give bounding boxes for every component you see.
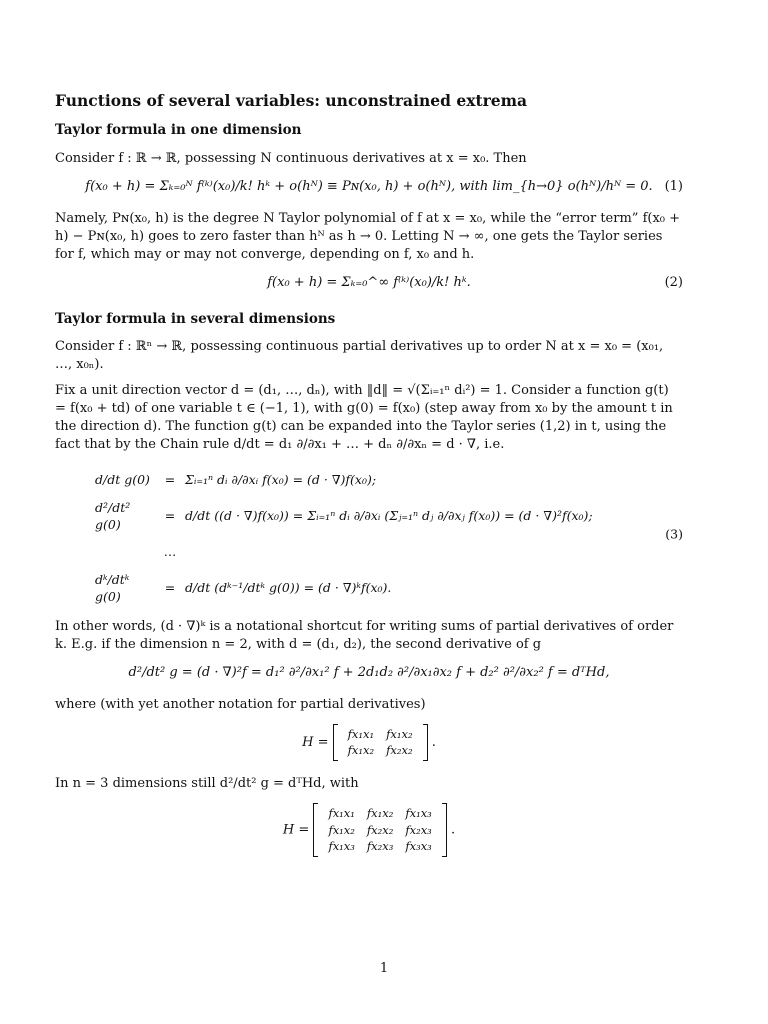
paragraph-three-dimensions: In n = 3 dimensions still d²/dt² g = dᵀHd, with [55, 775, 359, 791]
equation-1-label: (1) [664, 178, 683, 194]
matrix-cell: fx₂x₂ [366, 822, 394, 837]
paragraph-intro-1d: Consider f : ℝ → ℝ, possessing N continuous derivatives at x = x₀. Then [55, 151, 527, 166]
equation-1 [55, 178, 683, 196]
equation-3-label: (3) [665, 526, 683, 542]
equation-3-row-2: d²/dt² g(0) = d/dt ((d · ∇)f(x₀)) = Σᵢ₌₁ⁿ dᵢ ∂/∂xᵢ (Σⱼ₌₁ⁿ dⱼ ∂/∂xⱼ f(x₀)) = (d · ∇)²f(x₀); [95, 498, 683, 534]
equation-1-body: f(x₀ + h) = Σₖ₌₀ᴺ f⁽ᵏ⁾(x₀)/k! hᵏ + o(hᴺ) ≡ Pɴ(x₀, h) + o(hᴺ), with lim_{h→0} o(hᴺ)/hᴺ = 0. [85, 178, 653, 194]
matrix-cell: fx₁x₁ [347, 726, 375, 741]
paragraph-notational-shortcut: In other words, (d · ∇)ᵏ is a notational shortcut for writing sums of partial derivatives of order k. E.g. if the dimension n = 2, with d = (d₁, d₂), the second derivative of g [55, 618, 674, 652]
hessian-3x3-matrix [313, 803, 446, 857]
section-heading-several-dimensions: Taylor formula in several dimensions [55, 310, 336, 327]
equation-4 [55, 664, 683, 682]
matrix-cell: fx₁x₂ [386, 726, 413, 741]
equation-3-row-4-rhs: d/dt (dᵏ⁻¹/dtᵏ g(0)) = (d · ∇)ᵏf(x₀). [185, 580, 392, 596]
equation-2 [55, 274, 683, 292]
matrix-cell: fx₂x₂ [386, 743, 413, 758]
equation-3-row-1: d/dt g(0) = Σᵢ₌₁ⁿ dᵢ ∂/∂xᵢ f(x₀) = (d · ∇)f(x₀); [95, 462, 683, 498]
equation-3-row-1-rhs: Σᵢ₌₁ⁿ dᵢ ∂/∂xᵢ f(x₀) = (d · ∇)f(x₀); [185, 472, 377, 488]
equation-3-row-3-dots: … [163, 544, 177, 560]
section-heading-one-dimension: Taylor formula in one dimension [55, 122, 302, 139]
equation-3-row-3 [95, 534, 683, 570]
hessian-2x2-matrix [333, 724, 428, 761]
matrix-cell: fx₁x₂ [366, 805, 394, 820]
matrix-cell: fx₁x₁ [328, 805, 355, 820]
page-number: 1 [379, 961, 389, 976]
equation-2-label: (2) [664, 274, 683, 290]
hessian-2x2: H = fx₁x₁ fx₁x₂ fx₁x₂ fx₂x₂ . [55, 724, 683, 761]
paragraph-direction-vector: Fix a unit direction vector d = (d₁, …, dₙ), with ‖d‖ = √(Σᵢ₌₁ⁿ dᵢ²) = 1. Consider a function g(t) = f(x₀ + td) of one variable t ∈ (−1, 1), with g(0) = f(x₀) (step away from x₀ by the amount t in the direction d). The function g(t) can be expanded into the Taylor series (1,2) in t, using the fact that by the Chain rule d/dt = d₁ ∂/∂x₁ + … + dₙ ∂/∂xₙ = d · ∇, i.e. [55, 383, 673, 452]
matrix-cell: fx₂x₃ [366, 839, 394, 854]
equation-3-row-1-lhs: d/dt g(0) [95, 472, 150, 488]
hessian-3x3: H = fx₁x₁ fx₁x₂ fx₁x₃ fx₁x₂ fx₂x₂ fx₂x₃ fx₁x₃ fx₂x₃ fx₃x₃ . [55, 803, 683, 857]
equation-3-row-4-lhs: dᵏ/dtᵏ g(0) [95, 571, 130, 604]
hessian-3x3-lhs: H = [282, 822, 310, 838]
equation-2-body: f(x₀ + h) = Σₖ₌₀^∞ f⁽ᵏ⁾(x₀)/k! hᵏ. [267, 274, 471, 290]
paragraph-taylor-polynomial: Namely, Pɴ(x₀, h) is the degree N Taylor polynomial of f at x = x₀, while the “error term” f(x₀ + h) − Pɴ(x₀, h) goes to zero faster than hᴺ as h → 0. Letting N → ∞, one gets the Taylor series for f, which may or may not converge, depending on f, x₀ and h. [55, 210, 681, 262]
equation-4-body: d²/dt² g = (d · ∇)²f = d₁² ∂²/∂x₁² f + 2d₁d₂ ∂²/∂x₁∂x₂ f + d₂² ∂²/∂x₂² f = dᵀHd, [128, 664, 610, 680]
matrix-cell: fx₁x₃ [405, 805, 432, 820]
matrix-cell: fx₃x₃ [405, 839, 432, 854]
matrix-cell: fx₁x₃ [328, 839, 355, 854]
equation-3-array [95, 462, 683, 606]
page-title: Functions of several variables: unconstrained extrema [55, 91, 528, 110]
paper-page [55, 90, 683, 871]
equation-3-row-2-rhs: d/dt ((d · ∇)f(x₀)) = Σᵢ₌₁ⁿ dᵢ ∂/∂xᵢ (Σⱼ₌₁ⁿ dⱼ ∂/∂xⱼ f(x₀)) = (d · ∇)²f(x₀); [185, 508, 593, 524]
equation-3-row-2-lhs: d²/dt² g(0) [95, 499, 131, 532]
hessian-2x2-lhs: H = [302, 734, 329, 750]
matrix-cell: fx₁x₂ [347, 743, 375, 758]
equation-3-row-4: dᵏ/dtᵏ g(0) = d/dt (dᵏ⁻¹/dtᵏ g(0)) = (d · ∇)ᵏf(x₀). [95, 570, 683, 606]
paragraph-intro-nd: Consider f : ℝⁿ → ℝ, possessing continuous partial derivatives up to order N at x = x₀ = (x₀₁, …, x₀ₙ). [55, 339, 664, 373]
matrix-cell: fx₂x₃ [405, 822, 432, 837]
matrix-cell: fx₁x₂ [328, 822, 355, 837]
paragraph-hessian-notation: where (with yet another notation for partial derivatives) [55, 696, 426, 712]
